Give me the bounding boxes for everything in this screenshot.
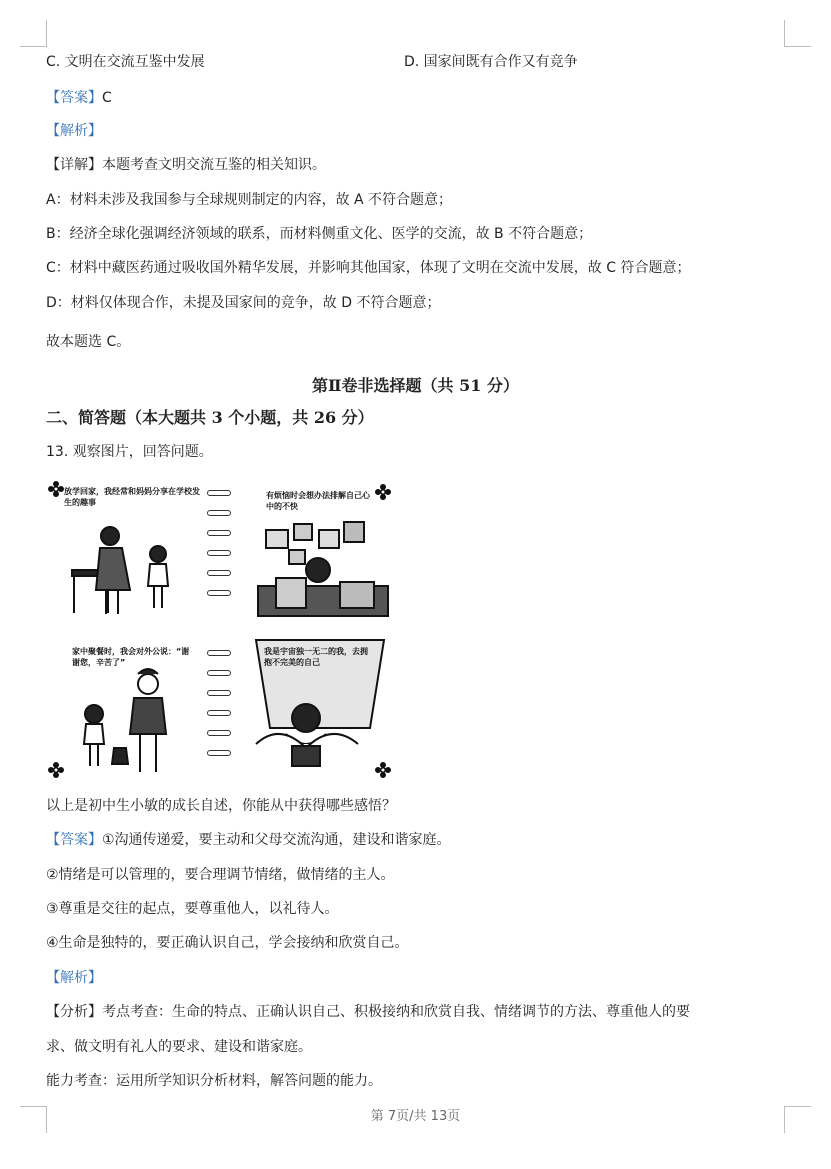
q13-answer-2: ②情绪是可以管理的，要合理调节情绪，做情绪的主人。 xyxy=(46,867,395,883)
panel-caption-1: 放学回家，我经常和妈妈分享在学校发生的趣事 xyxy=(64,487,200,507)
detail-tag: 【详解】 xyxy=(46,157,102,173)
section-subtitle: 二、简答题（本大题共 3 个小题，共 26 分） xyxy=(46,408,374,427)
q12-analysis-c: C：材料中藏医药通过吸收国外精华发展，并影响其他国家，体现了文明在交流中发展，故 C 符合题意； xyxy=(46,260,691,276)
q12-conclusion: 故本题选 C。 xyxy=(46,334,131,350)
q13-stem: 13. 观察图片，回答问题。 xyxy=(46,444,213,460)
q13-answer-1 xyxy=(46,830,451,850)
q12-analysis-a: A：材料未涉及我国参与全球规则制定的内容，故 A 不符合题意； xyxy=(46,192,453,208)
q12-answer xyxy=(46,88,112,108)
detail-line xyxy=(46,155,326,175)
comic-figure xyxy=(44,478,396,782)
flower-icon xyxy=(48,762,64,778)
answer-item: ①沟通传递爱，要主动和父母交流沟通，建设和谐家庭。 xyxy=(102,832,451,848)
link-connector xyxy=(207,750,231,756)
answer-value: C xyxy=(102,90,112,106)
link-connector xyxy=(207,590,231,596)
page-number: 第 7页/共 13页 xyxy=(370,1109,461,1124)
q12-analysis-d: D：材料仅体现合作，未提及国家间的竞争，故 D 不符合题意； xyxy=(46,295,441,311)
fenxi-tag: 【分析】 xyxy=(46,1004,102,1020)
link-connector xyxy=(207,690,231,696)
q12-analysis-b: B：经济全球化强调经济领域的联系，而材料侧重文化、医学的交流，故 B 不符合题意； xyxy=(46,226,593,242)
link-connector xyxy=(207,650,231,656)
panel-caption-3: 家中聚餐时，我会对外公说：“谢谢您，辛苦了” xyxy=(72,647,190,667)
ability-line: 能力考查：运用所学知识分析材料，解答问题的能力。 xyxy=(46,1073,382,1089)
fenxi-line-1 xyxy=(46,1002,690,1022)
corner-mark-top-left xyxy=(20,20,47,47)
panel-girl-papers xyxy=(258,522,388,616)
panel-caption-2: 有烦恼时会想办法排解自己心中的不快 xyxy=(266,491,370,511)
analysis-tag: 【解析】 xyxy=(46,970,102,986)
comic-drawing xyxy=(44,478,396,782)
link-connector xyxy=(207,550,231,556)
link-connector xyxy=(207,570,231,576)
q13-question: 以上是初中生小敏的成长自述，你能从中获得哪些感悟？ xyxy=(46,798,396,814)
q13-answer-3: ③尊重是交往的起点，要尊重他人，以礼待人。 xyxy=(46,901,339,917)
link-connector xyxy=(207,490,231,496)
fenxi-text: 考点考查：生命的特点、正确认识自己、积极接纳和欣赏自我、情绪调节的方法、尊重他人的要 xyxy=(102,1004,690,1020)
q13-answer-4: ④生命是独特的，要正确认识自己，学会接纳和欣赏自己。 xyxy=(46,935,409,951)
panel-girl-grandpa xyxy=(84,669,166,772)
analysis-tag: 【解析】 xyxy=(46,123,102,139)
flower-icon xyxy=(375,484,391,500)
link-connector xyxy=(207,670,231,676)
option-d: D. 国家间既有合作又有竞争 xyxy=(404,54,578,70)
panel-mother-child xyxy=(72,527,168,614)
fenxi-line-2: 求、做文明有礼人的要求、建设和谐家庭。 xyxy=(46,1039,312,1055)
link-connector xyxy=(207,710,231,716)
panel-caption-4: 我是宇宙独一无二的我，去拥抱不完美的自己 xyxy=(264,647,368,667)
link-connector xyxy=(207,530,231,536)
answer-tag: 【答案】 xyxy=(46,832,102,848)
detail-text: 本题考查文明交流互鉴的相关知识。 xyxy=(102,157,326,173)
flower-icon xyxy=(375,762,391,778)
section-title: 第Ⅱ卷非选择题（共 51 分） xyxy=(312,376,519,395)
flower-icon xyxy=(48,481,64,497)
link-connector xyxy=(207,510,231,516)
link-connector xyxy=(207,730,231,736)
answer-tag: 【答案】 xyxy=(46,90,102,106)
option-c: C. 文明在交流互鉴中发展 xyxy=(46,54,205,70)
corner-mark-top-right xyxy=(784,20,811,47)
